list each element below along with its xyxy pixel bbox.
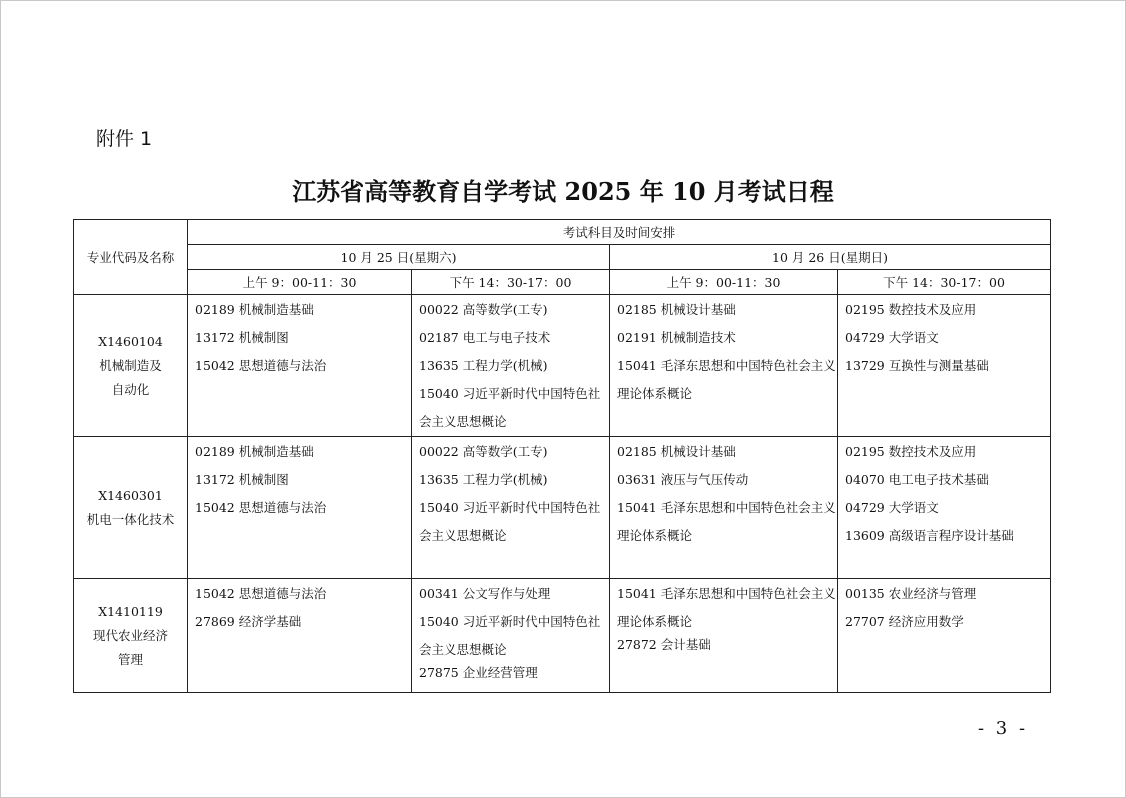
subject-item: 15041 毛泽东思想和中国特色社会主义理论体系概论 (617, 500, 836, 543)
subject-item: 13172 机械制图 (195, 472, 289, 487)
subject-item: 00022 高等数学(工专) (419, 444, 548, 459)
subject-item: 15042 思想道德与法治 (195, 586, 327, 601)
subject-item: 27872 会计基础 (617, 637, 711, 652)
major-line: 自动化 (111, 381, 150, 397)
subject-item: 02189 机械制造基础 (195, 302, 314, 317)
subject-item: 03631 液压与气压传动 (617, 472, 749, 487)
subject-item: 00341 公文写作与处理 (419, 586, 551, 601)
day-header: 10 月 25 日(星期六) (188, 245, 610, 270)
major-cell (74, 437, 188, 579)
subject-item: 15041 毛泽东思想和中国特色社会主义理论体系概论 (617, 586, 836, 629)
subject-item: 13609 高级语言程序设计基础 (845, 528, 1014, 543)
subject-cell (610, 295, 838, 437)
header-row-1 (74, 220, 1051, 245)
subject-item: 13635 工程力学(机械) (419, 472, 548, 487)
exam-schedule-table (73, 219, 1051, 693)
subject-item: 15040 习近平新时代中国特色社会主义思想概论 (419, 500, 601, 543)
subject-item: 02185 机械设计基础 (617, 302, 736, 317)
header-row-sessions (74, 270, 1051, 295)
table-body (74, 295, 1051, 693)
subject-cell (838, 295, 1051, 437)
subject-cell (838, 579, 1051, 693)
session-header: 上午 9：00-11：30 (610, 270, 838, 295)
major-line: 管理 (117, 651, 143, 667)
subject-item: 13635 工程力学(机械) (419, 358, 548, 373)
subject-item: 15042 思想道德与法治 (195, 358, 327, 373)
subject-cell (412, 295, 610, 437)
subject-item: 00022 高等数学(工专) (419, 302, 548, 317)
page-title: 江苏省高等教育自学考试 2025 年 10 月考试日程 (292, 177, 834, 206)
header-row-days (74, 245, 1051, 270)
subject-cell (838, 437, 1051, 579)
arrangement-header: 考试科目及时间安排 (188, 220, 1051, 245)
page-number: - 3 - (978, 718, 1029, 739)
major-line: 现代农业经济 (92, 627, 168, 643)
table-row (74, 295, 1051, 437)
subject-item: 02195 数控技术及应用 (845, 302, 977, 317)
subject-item: 15041 毛泽东思想和中国特色社会主义理论体系概论 (617, 358, 836, 401)
subject-item: 00135 农业经济与管理 (845, 586, 977, 601)
subject-cell (610, 437, 838, 579)
subject-item: 13729 互换性与测量基础 (845, 358, 989, 373)
major-column-header: 专业代码及名称 (74, 220, 188, 295)
subject-item: 02191 机械制造技术 (617, 330, 736, 345)
subject-item: 02195 数控技术及应用 (845, 444, 977, 459)
subject-cell (412, 579, 610, 693)
major-line: X1460104 (98, 333, 163, 349)
subject-item: 15042 思想道德与法治 (195, 500, 327, 515)
subject-cell (610, 579, 838, 693)
subject-cell (188, 295, 412, 437)
session-header: 上午 9：00-11：30 (188, 270, 412, 295)
table-row (74, 579, 1051, 693)
major-cell (74, 295, 188, 437)
major-line: X1410119 (98, 603, 163, 619)
subject-cell (412, 437, 610, 579)
major-line: 机电一体化技术 (86, 511, 175, 527)
subject-item: 13172 机械制图 (195, 330, 289, 345)
subject-cell (188, 579, 412, 693)
subject-cell (188, 437, 412, 579)
subject-item: 02189 机械制造基础 (195, 444, 314, 459)
subject-item: 27875 企业经营管理 (419, 665, 538, 680)
major-line: X1460301 (98, 487, 163, 503)
subject-item: 04729 大学语文 (845, 330, 939, 345)
major-line: 机械制造及 (99, 357, 162, 373)
subject-item: 04729 大学语文 (845, 500, 939, 515)
major-cell (74, 579, 188, 693)
subject-item: 15040 习近平新时代中国特色社会主义思想概论 (419, 614, 601, 657)
subject-item: 27869 经济学基础 (195, 614, 302, 629)
subject-item: 15040 习近平新时代中国特色社会主义思想概论 (419, 386, 601, 429)
table-row (74, 437, 1051, 579)
subject-item: 04070 电工电子技术基础 (845, 472, 989, 487)
session-header: 下午 14：30-17：00 (412, 270, 610, 295)
attachment-label: 附件 1 (96, 128, 153, 150)
subject-item: 02185 机械设计基础 (617, 444, 736, 459)
subject-item: 27707 经济应用数学 (845, 614, 964, 629)
day-header: 10 月 26 日(星期日) (610, 245, 1051, 270)
subject-item: 02187 电工与电子技术 (419, 330, 551, 345)
session-header: 下午 14：30-17：00 (838, 270, 1051, 295)
